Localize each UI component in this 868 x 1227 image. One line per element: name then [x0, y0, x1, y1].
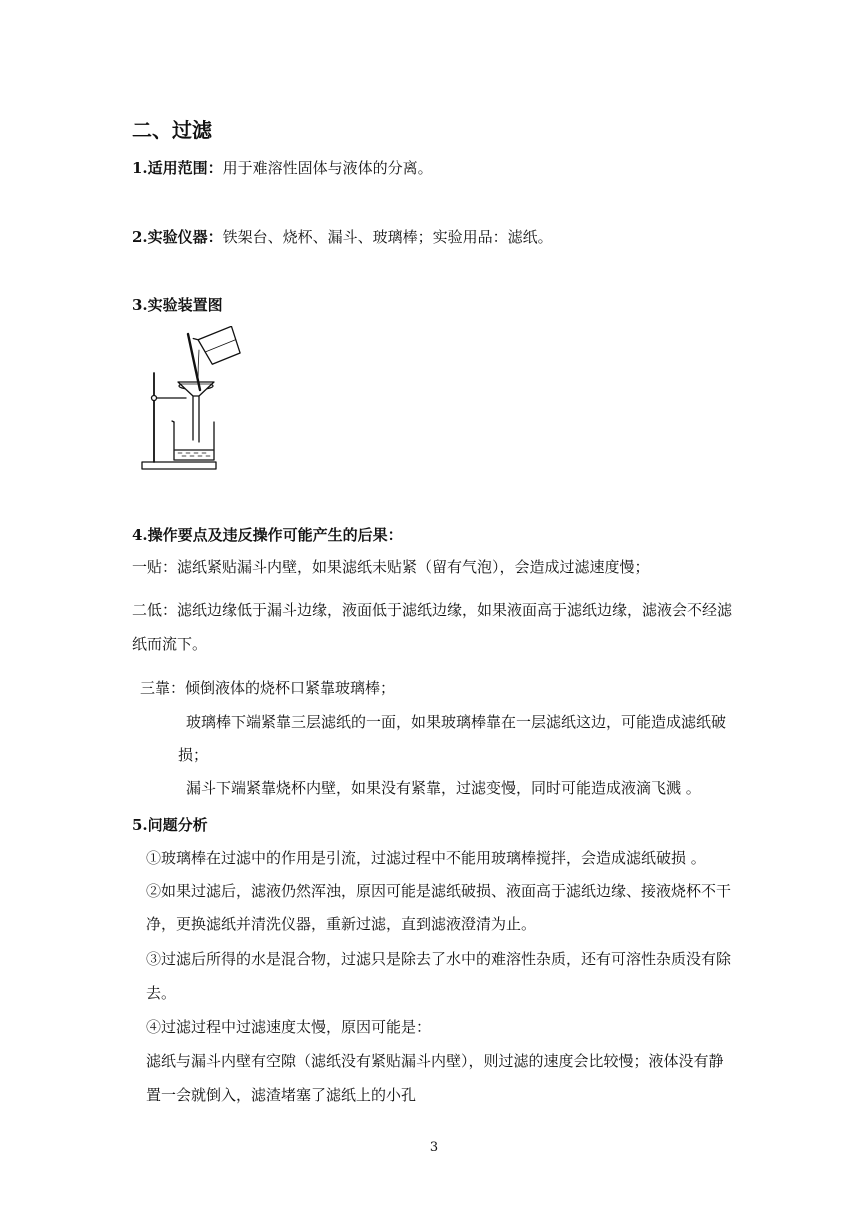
- er-di-line-1: 二低：滤纸边缘低于漏斗边缘，液面低于滤纸边缘，如果液面高于滤纸边缘，滤液会不经滤: [132, 601, 733, 619]
- analysis-p4-line-2: 滤纸与漏斗内壁有空隙（滤纸没有紧贴漏斗内壁），则过滤的速度会比较慢；液体没有静: [146, 1052, 724, 1070]
- analysis-p4-line-3: 置一会就倒入，滤渣堵塞了滤纸上的小孔: [146, 1086, 417, 1104]
- filtration-apparatus-diagram: [136, 326, 248, 474]
- scope-line: [132, 158, 433, 178]
- kao2-line-2: 损；: [178, 746, 209, 764]
- analysis-p2-line-1: ②如果过滤后，滤液仍然浑浊，原因可能是滤纸破损、液面高于滤纸边缘、接液烧杯不干: [146, 882, 732, 900]
- analysis-p3-line-1: ③过滤后所得的水是混合物，过滤只是除去了水中的难溶性杂质，还有可溶性杂质没有除: [146, 950, 732, 968]
- apparatus-heading: 3.实验装置图: [132, 296, 223, 314]
- clamp-knob: [152, 396, 157, 401]
- er-di-line-2: 纸而流下。: [132, 635, 208, 653]
- analysis-p1: ①玻璃棒在过滤中的作用是引流，过滤过程中不能用玻璃棒搅拌，会造成滤纸破损 。: [146, 849, 706, 867]
- kao2-line-1: 玻璃棒下端紧靠三层滤纸的一面，如果玻璃棒靠在一层滤纸这边，可能造成滤纸破: [186, 713, 727, 731]
- yi-tie-line: 一贴：滤纸紧贴漏斗内壁，如果滤纸未贴紧（留有气泡），会造成过滤速度慢；: [132, 558, 650, 576]
- liquid-stream: [198, 350, 199, 382]
- problem-analysis-heading: 5.问题分析: [132, 816, 208, 834]
- instruments-line: [132, 227, 553, 247]
- filtrate-hatch: [178, 453, 210, 456]
- page-number: 3: [429, 1140, 439, 1155]
- pouring-beaker: [193, 326, 242, 367]
- operation-points-heading: 4.操作要点及违反操作可能产生的后果：: [132, 526, 403, 544]
- scope-text: 用于难溶性固体与液体的分离。: [222, 159, 433, 177]
- stand-base: [142, 462, 216, 469]
- analysis-p3-line-2: 去。: [146, 984, 177, 1002]
- scope-label: 1.适用范围：: [132, 159, 223, 177]
- analysis-p4: ④过滤过程中过滤速度太慢，原因可能是：: [146, 1018, 432, 1036]
- analysis-p2-line-2: 净，更换滤纸并清洗仪器，重新过滤，直到滤液澄清为止。: [146, 915, 537, 933]
- funnel-stem: [193, 396, 199, 442]
- san-kao-line: 三靠：倾倒液体的烧杯口紧靠玻璃棒；: [140, 679, 396, 697]
- beaker-lip: [172, 421, 174, 422]
- kao3-line: 漏斗下端紧靠烧杯内壁，如果没有紧靠，过滤变慢，同时可能造成液滴飞溅 。: [186, 779, 701, 797]
- receiving-beaker: [174, 422, 214, 460]
- instruments-label: 2.实验仪器：: [132, 228, 223, 246]
- section-title: 二、过滤: [132, 118, 212, 142]
- instruments-text: 铁架台、烧杯、漏斗、玻璃棒；实验用品：滤纸。: [222, 228, 553, 246]
